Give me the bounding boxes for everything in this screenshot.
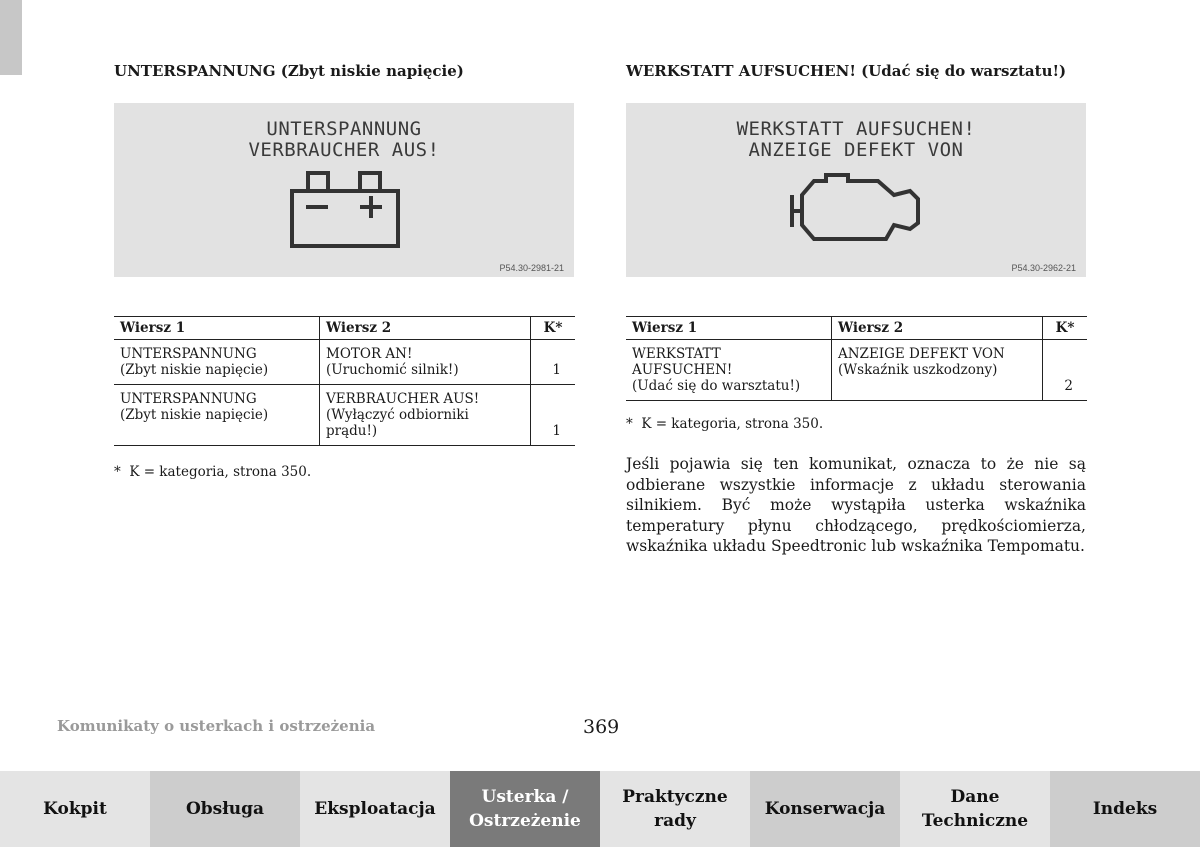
- display-message: UNTERSPANNUNG VERBRAUCHER AUS!: [248, 118, 440, 161]
- table-header-row: [626, 317, 1087, 340]
- cell-category: 1: [531, 340, 576, 385]
- page-number: 369: [583, 716, 620, 738]
- display-message: WERKSTATT AUFSUCHEN! ANZEIGE DEFEKT VON: [736, 118, 976, 161]
- section-title-workshop: WERKSTATT AUFSUCHEN! (Udać się do warsztatu!): [626, 62, 1067, 80]
- message-table-workshop: [626, 316, 1087, 401]
- display-panel-workshop: [626, 103, 1086, 277]
- message-table-undervoltage: [114, 316, 575, 446]
- corner-tab-marker: [0, 0, 22, 75]
- table-header-row: [114, 317, 575, 340]
- cell-line2: MOTOR AN! (Uruchomić silnik!): [320, 340, 531, 385]
- section-title-undervoltage: UNTERSPANNUNG (Zbyt niskie napięcie): [114, 62, 464, 80]
- header-category: K*: [531, 317, 576, 340]
- cell-line1: UNTERSPANNUNG (Zbyt niskie napięcie): [114, 340, 320, 385]
- table-row: [114, 385, 575, 446]
- display-panel-undervoltage: [114, 103, 574, 277]
- figure-code: P54.30-2981-21: [499, 263, 564, 273]
- header-line2: Wiersz 2: [320, 317, 531, 340]
- nav-tab-indeks[interactable]: Indeks: [1050, 771, 1200, 847]
- nav-tab-usterka-ostrzezenie[interactable]: Usterka / Ostrzeżenie: [450, 771, 600, 847]
- cell-line2: VERBRAUCHER AUS! (Wyłączyć odbiorniki prądu!): [320, 385, 531, 446]
- header-line1: Wiersz 1: [114, 317, 320, 340]
- header-line1: Wiersz 1: [626, 317, 832, 340]
- nav-tab-dane-techniczne[interactable]: Dane Techniczne: [900, 771, 1050, 847]
- nav-tab-praktyczne-rady[interactable]: Praktyczne rady: [600, 771, 750, 847]
- table-row: [626, 340, 1087, 401]
- nav-tab-eksploatacja[interactable]: Eksploatacja: [300, 771, 450, 847]
- battery-icon: [286, 167, 406, 251]
- nav-tab-konserwacja[interactable]: Konserwacja: [750, 771, 900, 847]
- cell-line1: UNTERSPANNUNG (Zbyt niskie napięcie): [114, 385, 320, 446]
- footer-section-title: Komunikaty o usterkach i ostrzeżenia: [57, 717, 376, 735]
- header-category: K*: [1043, 317, 1088, 340]
- chapter-navigation: [0, 771, 1200, 847]
- table-row: [114, 340, 575, 385]
- nav-tab-obsluga[interactable]: Obsługa: [150, 771, 300, 847]
- cell-category: 2: [1043, 340, 1088, 401]
- cell-line1: WERKSTATT AUFSUCHEN! (Udać się do warsztatu!): [626, 340, 832, 401]
- figure-code: P54.30-2962-21: [1011, 263, 1076, 273]
- explanation-paragraph: Jeśli pojawia się ten komunikat, oznacza to że nie są odbierane wszystkie informacje z układu sterowania silnikiem. Być może wystąpiła usterka wskaźnika temperatury płynu chłodzącego, prędkościomierza, wskaźnika układu Speedtronic lub wskaźnika Tempomatu.: [626, 455, 1086, 555]
- cell-category: 1: [531, 385, 576, 446]
- cell-line2: ANZEIGE DEFEKT VON (Wskaźnik uszkodzony): [832, 340, 1043, 401]
- nav-tab-kokpit[interactable]: Kokpit: [0, 771, 150, 847]
- engine-icon: [786, 165, 926, 251]
- footnote-category: * K = kategoria, strona 350.: [626, 416, 824, 432]
- header-line2: Wiersz 2: [832, 317, 1043, 340]
- footnote-category: * K = kategoria, strona 350.: [114, 464, 312, 480]
